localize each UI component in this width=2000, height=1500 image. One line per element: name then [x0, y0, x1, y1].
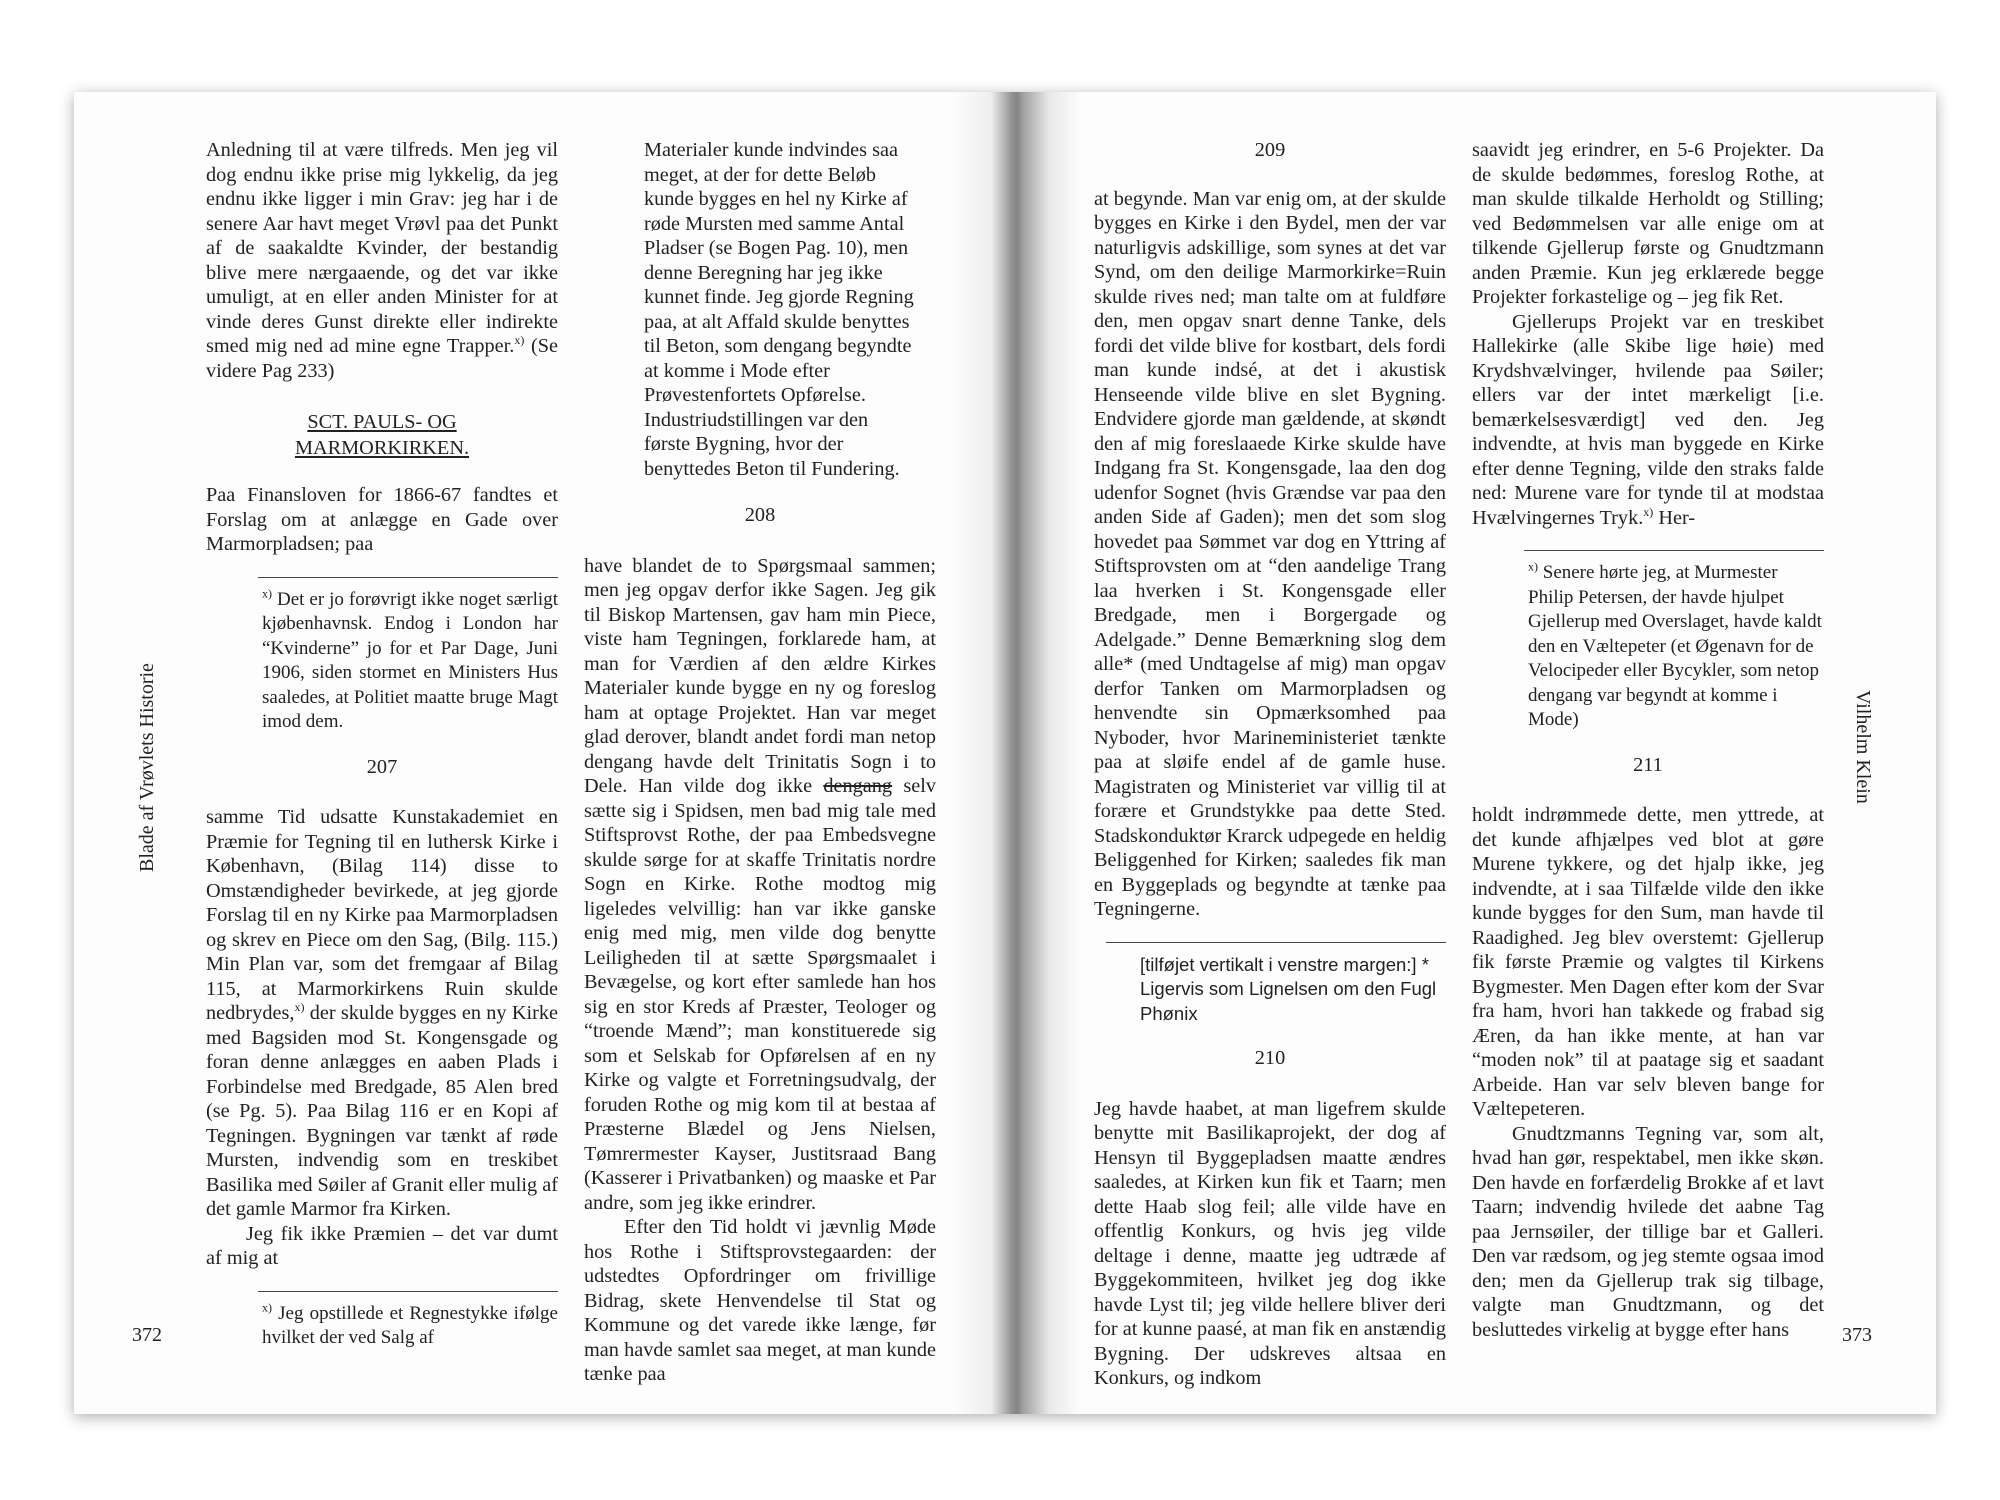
- right-page-column-1: [1094, 138, 1446, 1391]
- manuscript-page-number: 211: [1633, 753, 1663, 776]
- paragraph: saavidt jeg erindrer, en 5-6 Projekter. Da de skulde bedømmes, foreslog Rothe, at man skulde tilkalde Herholdt og Stilling; ved Bedømmelsen var alle enige om at tilkende Gjellerup første og Gnudtzmann anden Præmie. Kun jeg erklærede begge Projekter forkastelige og – jeg fik Ret.: [1472, 139, 1824, 308]
- paragraph: Jeg havde haabet, at man ligefrem skulde benytte mit Basilikaprojekt, der dog af Hensyn til Byggepladsen maatte ændres saaledes, at Kirken kun fik et Taarn; men dette Haab slog feil; alle vilde have en offentlig Konkurs, og hvis jeg vilde deltage i denne, maatte jeg udtræde af Byggekommiteen, hvilket jeg dog ikke havde Lyst til; jeg vilde hellere bliver deri for at kunne paasé, at man fik en anstændig Bygning. Der udskreves altsaa en Konkurs, og indkom: [1094, 1097, 1447, 1389]
- footnote-rule: [1106, 942, 1446, 943]
- footnote: $^{x)}$ Det er jo forøvrigt ikke noget særligt kjøbenhavnsk. Endog i London har “Kvinderne” jo for et Par Dage, Juni 1906, siden stormet en Ministers Hus saaledes, at Politiet maatte bruge Magt imod dem.: [262, 586, 558, 732]
- paragraph: Gjellerups Projekt var en treskibet Hallekirke (alle Skibe lige høie) med Krydshvælvinger, hvilende paa Søiler; ellers var der intet mærkeligt [i.e. bemærkelsesværdigt] ved den. Jeg indvendte, at hvis man byggede en Kirke efter denne Tegning, vilde den straks falde ned: Murene vare for tynde til at modstaa Hvælvingernes Tryk.$^{x)}$ Her-: [1472, 310, 1824, 529]
- section-heading: SCT. PAULS- OG MARMORKIRKEN.: [294, 411, 470, 459]
- open-book: [74, 92, 1936, 1414]
- footnote-marker: x): [514, 333, 525, 348]
- paragraph: Gnudtzmanns Tegning var, som alt, hvad han gør, respektabel, men ikke skøn. Den havde en forfærdelig Brokke af et lavt Taarn; indvendig hvilede det aabne Tag paa Jernsøiler, der tillige bar et Galleri. Den var rædsom, og jeg stemte ogsaa imod den; men da Gjellerup trak sig tilbage, valgte man Gnudtzmann, og det besluttedes virkelig at bygge efter hans: [1472, 1122, 1824, 1341]
- footnote-rule: [1524, 550, 1824, 551]
- paragraph: Jeg fik ikke Præmien – det var dumt af mig at: [206, 1222, 558, 1269]
- left-page-column-1: [206, 138, 558, 1351]
- paragraph: Materialer kunde indvindes saa meget, at der for dette Beløb kunde bygges en hel ny Kirke af røde Mursten med samme Antal Pladser (se Bogen Pag. 10), men denne Beregning har jeg ikke kunnet finde. Jeg gjorde Regning paa, at alt Affald skulde benyttes til Beton, som dengang begyndte at komme i Mode efter Prøvestenfortets Opførelse. Industriudstillingen var den første Bygning, hvor der benyttedes Beton til Fundering.: [644, 139, 914, 480]
- paragraph: Paa Finansloven for 1866-67 fandtes et Forslag om at anlægge en Gade over Marmorpladsen; paa: [206, 484, 558, 555]
- paragraph: Anledning til at være tilfreds. Men jeg vil dog endnu ikke prise mig lykkelig, da jeg endnu ikke ligger i min Grav: jeg har i de senere Aar havt meget Vrøvl paa det Punkt af de saakaldte Kvinder, der bestandig blive mere nærgaaende, og det var ikke umuligt, at en eller anden Minister for at vinde deres Gunst direkte eller indirekte smed mig ned ad mine egne Trapper.$^{x)}$ (Se videre Pag 233): [206, 139, 558, 382]
- footnote: [tilføjet vertikalt i venstre margen:] * Ligervis som Lignelsen om den Fugl Phønix: [1140, 953, 1437, 1024]
- footnote-rule: [258, 577, 558, 578]
- manuscript-page-number: 209: [1254, 139, 1286, 161]
- right-page-column-2: [1472, 138, 1824, 1342]
- folio-left: 372: [132, 1324, 162, 1346]
- struck-word: dengang: [823, 775, 893, 797]
- paragraph: samme Tid udsatte Kunstakademiet en Præmie for Tegning til en luthersk Kirke i København, (Bilag 114) disse to Omstændigheder bevirkede, at jeg gjorde Forslag til en ny Kirke paa Marmorpladsen og skrev en Piece om den Sag, (Bilg. 115.) Min Plan var, som det fremgaar af Bilag 115, at Marmorkirkens Ruin skulde nedbrydes,$^{x)}$ der skulde bygges en ny Kirke med Bagsiden mod St. Kongensgade og foran denne anlægges en aaben Plads i Forbindelse med Bredgade, 85 Alen bred (se Pg. 5). Paa Bilag 116 er en Kopi af Tegningen. Bygningen var tænkt af røde Mursten, indvendig som en treskibet Basilika med Søiler af Granit eller mulig af det gamle Marmor fra Kirken.: [206, 806, 559, 1220]
- book-spine-shadow: [952, 92, 1082, 1414]
- paragraph: have blandet de to Spørgsmaal sammen; men jeg opgav derfor ikke Sagen. Jeg gik til Biskop Martensen, gav ham min Piece, viste ham Tegningen, forklarede ham, at man for Værdien af den ældre Kirkes Materialer kunde bygge en ny og foreslog ham at optage Projektet. Han var meget glad derover, blandt andet fordi man netop dengang havde delt Trinitatis Sogn i to Dele. Han vilde dog ikke dengang selv sætte sig i Spidsen, men bad mig tale med Stiftsprovst Rothe, der paa Embedsvegne skulde sørge for at skaffe Trinitatis nordre Sogn en Kirke. Rothe modtog mig ligeledes velvillig: han var ikke ganske enig med mig, men vilde dog benytte Leiligheden til at sætte Spørgsmaalet i Bevægelse, og kort efter samlede han hos sig en stor Kreds af Præster, Teologer og “troende Mænd”; man konstituerede sig som et Selskab for Opførelsen af en ny Kirke og valgte et Forretningsudvalg, der foruden Rothe og mig kom til at bestaa af Præsterne Blædel og Jens Nielsen, Tømrermester Kayser, Justitsraad Bang (Kasserer i Privatbanken) og maaske et Par andre, som jeg ikke erindrer.: [584, 554, 936, 1214]
- footnote-rule: [258, 1291, 558, 1292]
- manuscript-page-number: 208: [744, 504, 776, 526]
- paragraph: holdt indrømmede dette, men yttrede, at det kunde afhjælpes ved blot at gøre Murene tykkere, og det hjalp ikke, jeg indvendte, at i saa Tilfælde vilde den ikke kunde bygges for den Sum, man havde til Raadighed. Jeg blev overstemt: Gjellerup fik første Præmie og valgtes til Kirkens Bygmester. Men Dagen efter kom der Svar fra ham, hvori han takkede og frabad sig Æren, da han ikke mente, at han var “moden nok” til at paatage sig et saadant Arbeide. Han var selv bleven bange for Væltepeteren.: [1472, 804, 1824, 1120]
- paragraph: at begynde. Man var enig om, at der skulde bygges en Kirke i den Bydel, men der var naturligvis adskillige, som synes at det var Synd, om den deilige Marmorkirke=Ruin skulde rives ned; man talte om at fuldføre den, men opgav snart denne Tanke, dels fordi det vilde blive for kostbart, dels fordi man kunde indsé, at det i akustisk Henseende vilde blive en slet Bygning. Endvidere gjorde man gældende, at skøndt den af mig foreslaaede Kirke skulde have Indgang fra St. Kongensgade, laa den dog udenfor Sognet (hvis Grændse var paa den anden Side af Gaden); men det som slog hovedet paa Sømmet var dog en Yttring af Stiftsprovsten om at “den aandelige Trang laa hverken i St. Kongensgade eller Bredgade, men i Borgergade og Adelgade.” Denne Bemærkning slog dem alle* (med Undtagelse af mig) man opgav derfor Tanken om Marmorpladsen og henvendte sin Opmærksomhed paa Nyboder, hvor Marineministeriet tænkte paa at sløife endel af de gamle huse. Magistraten og Ministeriet var villig til at forære et Grundstykke paa dette Sted. Stadskonduktør Krarck udpegede en heldig Beliggenhed for Kirken; saaledes fik man en Byggeplads og begyndte at tænke paa Tegningerne.: [1094, 187, 1446, 920]
- manuscript-page-number: 210: [1254, 1047, 1286, 1069]
- left-page-column-2: [584, 138, 936, 1387]
- footnote: $^{x)}$ Senere hørte jeg, at Murmester Philip Petersen, der havde hjulpet Gjellerup med Overslaget, havde kaldt den en Væltepeter (et Øgenavn for de Velocipeder eller Bycykler, som netop dengang var begyndt at komme i Mode): [1528, 559, 1822, 730]
- running-head-right: Vilhelm Klein: [1852, 690, 1874, 804]
- footnote: $^{x)}$ Jeg opstillede et Regnestykke ifølge hvilket der ved Salg af: [262, 1300, 558, 1348]
- manuscript-page-number: 207: [366, 755, 398, 778]
- running-head-left: Blade af Vrøvlets Historie: [136, 663, 158, 872]
- paragraph: Efter den Tid holdt vi jævnlig Møde hos Rothe i Stiftsprovstegaarden: der udstedtes Opfordringer om frivillige Bidrag, skete Henvendelse til Stat og Kommune og det varede ikke længe, før man havde samlet saa meget, at man kunde tænke paa: [584, 1216, 936, 1385]
- folio-right: 373: [1842, 1324, 1872, 1346]
